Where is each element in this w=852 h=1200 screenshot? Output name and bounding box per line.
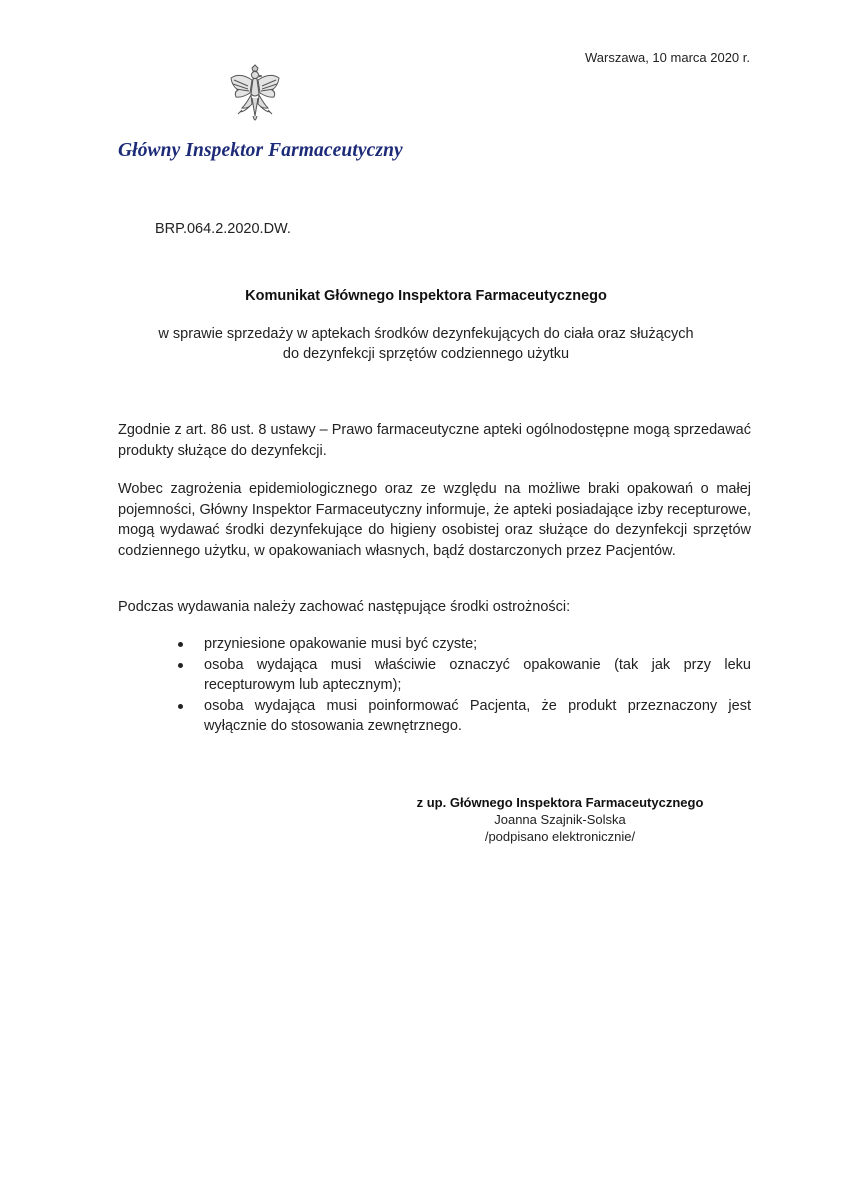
polish-eagle-emblem-icon (228, 64, 282, 130)
precautions-list (178, 634, 751, 737)
paragraph-precautions-intro: Podczas wydawania należy zachować następujące środki ostrożności: (118, 599, 571, 615)
reference-number: BRP.064.2.2020.DW. (155, 221, 291, 237)
paragraph-legal-basis: Zgodnie z art. 86 ust. 8 ustawy – Prawo farmaceutyczne apteki ogólnodostępne mogą sprzedawać produkty służące do dezynfekcji. (118, 422, 751, 459)
list-item-text: osoba wydająca musi właściwie oznaczyć opakowanie (tak jak przy leku recepturowym lub aptecznym); (204, 656, 751, 693)
list-item (178, 655, 751, 696)
document-date: Warszawa, 10 marca 2020 r. (585, 50, 750, 65)
list-item (178, 634, 751, 655)
list-item (178, 696, 751, 737)
list-item-text: osoba wydająca musi poinformować Pacjenta, że produkt przeznaczony jest wyłącznie do stosowania zewnętrznego. (204, 697, 751, 734)
signature-role: z up. Głównego Inspektora Farmaceutycznego (416, 795, 704, 810)
document-title: Komunikat Głównego Inspektora Farmaceutycznego (245, 288, 607, 304)
document-subtitle (0, 324, 852, 364)
organization-name: Główny Inspektor Farmaceutyczny (118, 140, 403, 161)
list-item-text: przyniesione opakowanie musi być czyste; (204, 636, 478, 652)
bullet-icon (178, 642, 183, 647)
paragraph-announcement: Wobec zagrożenia epidemiologicznego oraz ze względu na możliwe braki opakowań o małej pojemności, Główny Inspektor Farmaceutyczny informuje, że apteki posiadające izby recepturowe, mogą wydawać środki dezynfekujące do higieny osobistej oraz służące do dezynfekcji sprzętów codziennego użytku, w opakowaniach własnych, bądź dostarczonych przez Pacjentów. (118, 481, 751, 559)
bullet-icon (178, 663, 183, 668)
signature-note: /podpisano elektronicznie/ (484, 829, 636, 844)
bullet-icon (178, 704, 183, 709)
signature-block (388, 794, 732, 845)
signature-name: Joanna Szajnik-Solska (494, 812, 626, 827)
subtitle-line-1: w sprawie sprzedaży w aptekach środków dezynfekujących do ciała oraz służących (158, 326, 694, 342)
subtitle-line-2: do dezynfekcji sprzętów codziennego użytku (282, 346, 570, 362)
